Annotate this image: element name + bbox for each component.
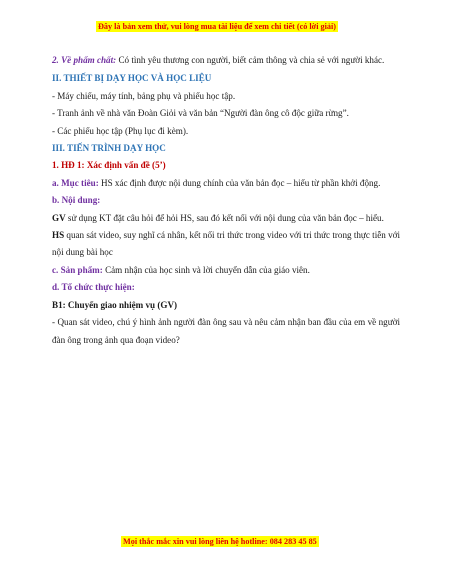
- paragraph-hs: [52, 227, 400, 262]
- preview-banner: Đây là bản xem thử, vui lòng mua tài liệu để xem chi tiết (có lời giải): [98, 22, 337, 31]
- gv-label: GV: [52, 212, 66, 223]
- noi-dung-label: b. Nội dung:: [52, 195, 101, 206]
- thiet-bi-item-2: - Tranh ảnh về nhà văn Đoàn Giỏi và văn bản “Người đàn ông cô độc giữa rừng”.: [52, 108, 349, 119]
- b1-text: - Quan sát video, chú ý hình ảnh người đàn ông sau và nêu cảm nhận ban đầu của em về người đàn ông trong ảnh qua đoạn video?: [52, 317, 400, 345]
- hs-text: quan sát video, suy nghĩ cá nhân, kết nối tri thức trong video với tri thức trong thực tiễn với nội dung bài học: [52, 230, 400, 258]
- b1-title: B1: Chuyển giao nhiệm vụ (GV): [52, 299, 178, 310]
- muc-tieu-label: a. Mục tiêu:: [52, 177, 99, 188]
- document-body: [52, 52, 400, 349]
- hd1-title: 1. HĐ 1: Xác định vấn đề (5’): [52, 160, 166, 171]
- thiet-bi-item-1: - Máy chiếu, máy tính, bảng phụ và phiếu học tập.: [52, 90, 236, 101]
- pham-chat-text: Có tình yêu thương con người, biết cảm thông và chia sẻ với người khác.: [116, 55, 385, 65]
- pham-chat-label: 2. Về phẩm chất:: [52, 55, 117, 65]
- hs-label: HS: [52, 230, 65, 241]
- hotline-banner: Mọi thắc mắc xin vui lòng liên hệ hotline: 084 283 45 85: [123, 537, 317, 546]
- san-pham-text: Cảm nhận của học sinh và lời chuyển dẫn của giáo viên.: [102, 264, 310, 275]
- paragraph-san-pham: [52, 262, 400, 279]
- paragraph-pham-chat: [52, 52, 400, 69]
- heading-thiet-bi: II. THIẾT BỊ DẠY HỌC VÀ HỌC LIỆU: [52, 73, 212, 84]
- gv-text: sử dụng KT đặt câu hỏi để hỏi HS, sau đó kết nối với nội dung của văn bản đọc – hiểu.: [65, 212, 384, 223]
- muc-tieu-text: HS xác định được nội dung chính của văn bản đọc – hiểu từ phần khởi động.: [98, 177, 381, 188]
- paragraph-gv: [52, 210, 400, 227]
- paragraph-muc-tieu: [52, 175, 400, 192]
- heading-tien-trinh: III. TIẾN TRÌNH DẠY HỌC: [52, 143, 166, 154]
- san-pham-label: c. Sản phẩm:: [52, 264, 103, 275]
- to-chuc-label: d. Tổ chức thực hiện:: [52, 282, 135, 293]
- thiet-bi-item-3: - Các phiếu học tập (Phụ lục đi kèm).: [52, 125, 189, 136]
